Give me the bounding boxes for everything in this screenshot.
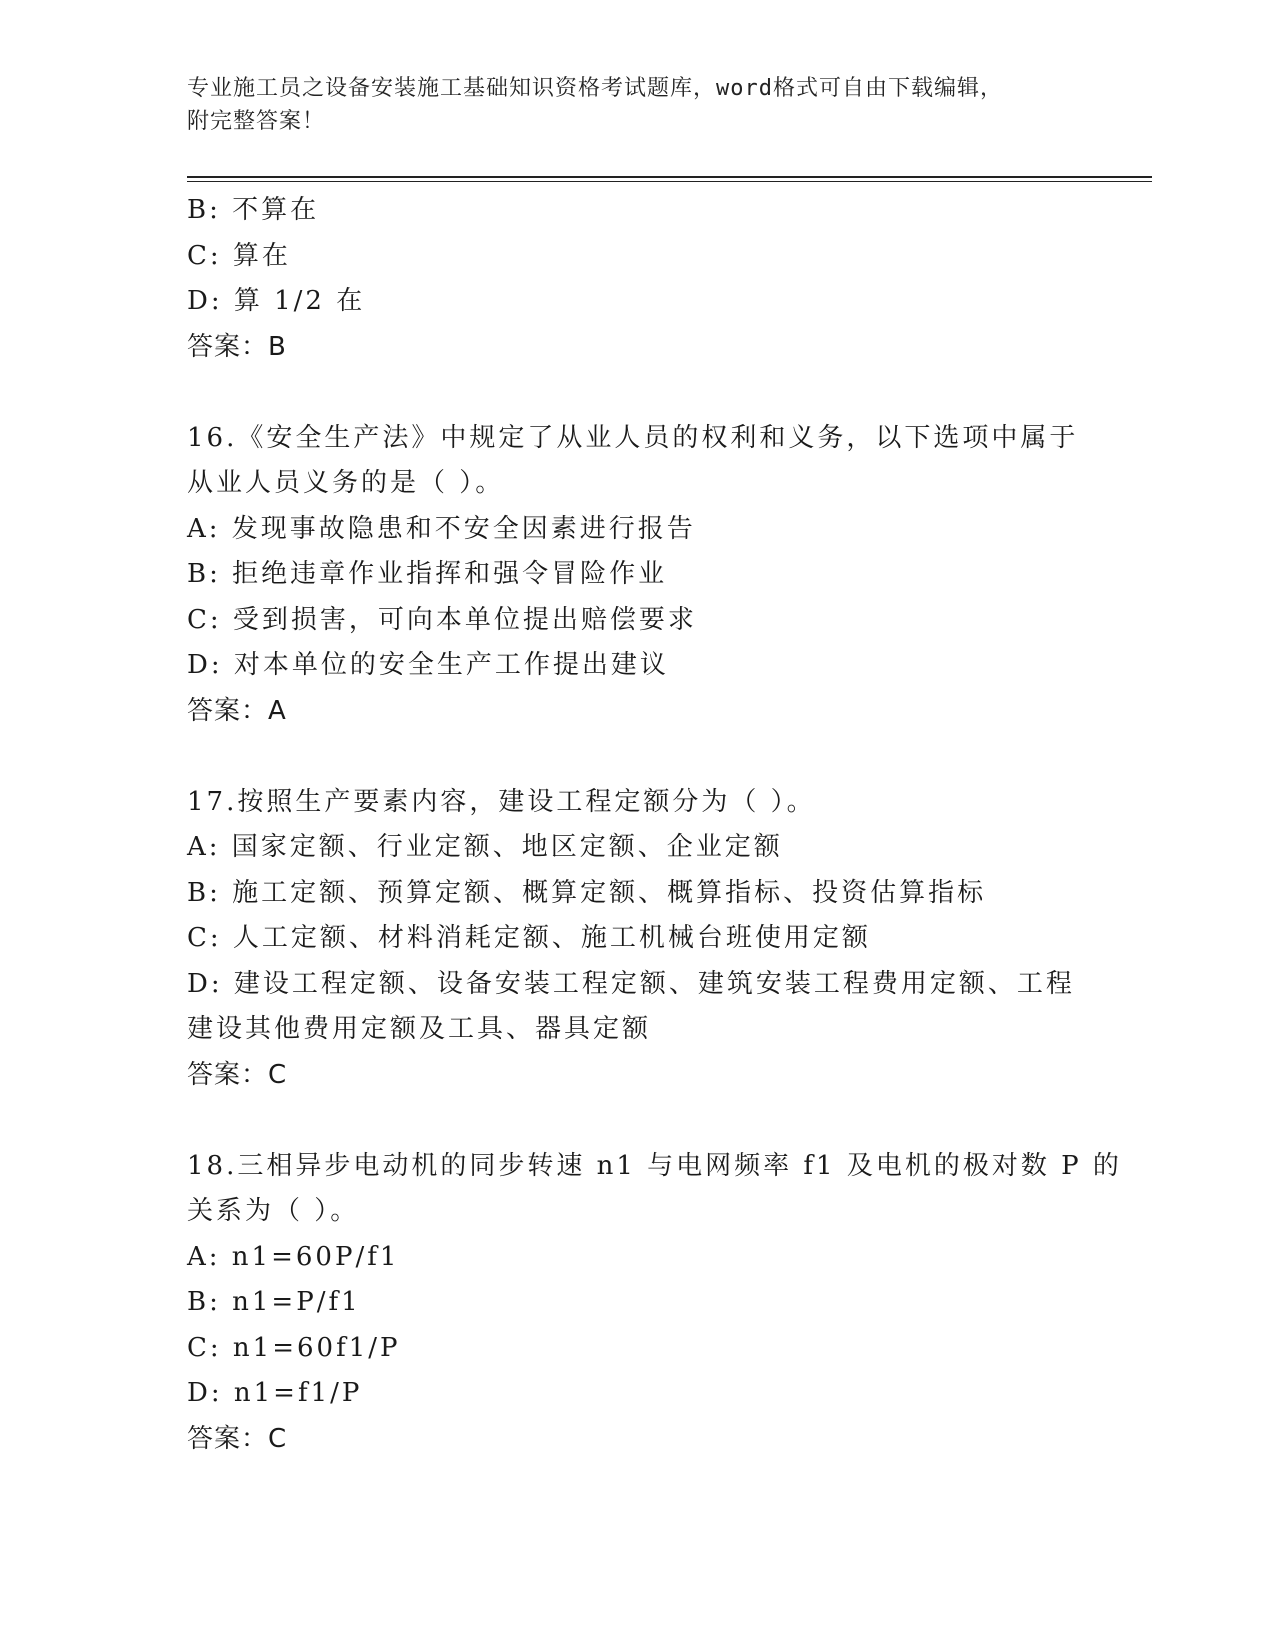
option-b: B: 不算在: [187, 195, 320, 225]
option-b: B: n1=P/f1: [187, 1287, 361, 1317]
header-rule-thick: [187, 176, 1152, 178]
document-header: [187, 72, 1087, 138]
answer: 答案：C: [187, 1423, 288, 1454]
question-17: [187, 780, 1075, 1099]
option-c: C: 受到损害，可向本单位提出赔偿要求: [187, 604, 697, 635]
question-stem: 16.《安全生产法》中规定了从业人员的权利和义务，以下选项中属于: [187, 422, 1079, 453]
question-stem: 17.按照生产要素内容，建设工程定额分为（ ）。: [187, 786, 816, 817]
option-c: C: 人工定额、材料消耗定额、施工机械台班使用定额: [187, 923, 871, 953]
option-d: D: 建设工程定额、设备安装工程定额、建筑安装工程费用定额、工程: [187, 968, 1075, 999]
question-16: [187, 416, 1079, 735]
option-a: A: 国家定额、行业定额、地区定额、企业定额: [187, 832, 783, 862]
header-line-2: 附完整答案！: [187, 109, 326, 134]
header-line-1: 专业施工员之设备安装施工基础知识资格考试题库，word格式可自由下载编辑，: [187, 76, 1003, 101]
option-d: D: 算 1/2 在: [187, 286, 366, 316]
question-18: [187, 1144, 1122, 1463]
previous-question-tail: [187, 188, 1067, 370]
answer: 答案：A: [187, 695, 287, 726]
question-stem-cont: 关系为（ ）。: [187, 1196, 360, 1226]
option-b: B: 拒绝违章作业指挥和强令冒险作业: [187, 559, 668, 589]
answer: 答案：B: [187, 331, 287, 362]
header-rule-thin: [187, 181, 1152, 182]
question-stem-cont: 从业人员义务的是（ ）。: [187, 468, 505, 498]
option-b: B: 施工定额、预算定额、概算定额、概算指标、投资估算指标: [187, 877, 987, 908]
option-d: D: 对本单位的安全生产工作提出建议: [187, 650, 669, 680]
question-list: [187, 188, 1122, 1462]
option-c: C: n1=60f1/P: [187, 1332, 401, 1363]
option-a: A: 发现事故隐患和不安全因素进行报告: [187, 513, 696, 544]
option-d: D: n1=f1/P: [187, 1378, 363, 1408]
option-d-cont: 建设其他费用定额及工具、器具定额: [187, 1014, 652, 1044]
question-stem: 18.三相异步电动机的同步转速 n1 与电网频率 f1 及电机的极对数 P 的: [187, 1150, 1122, 1181]
answer: 答案：C: [187, 1059, 288, 1090]
option-c: C: 算在: [187, 240, 291, 271]
option-a: A: n1=60P/f1: [187, 1241, 400, 1272]
